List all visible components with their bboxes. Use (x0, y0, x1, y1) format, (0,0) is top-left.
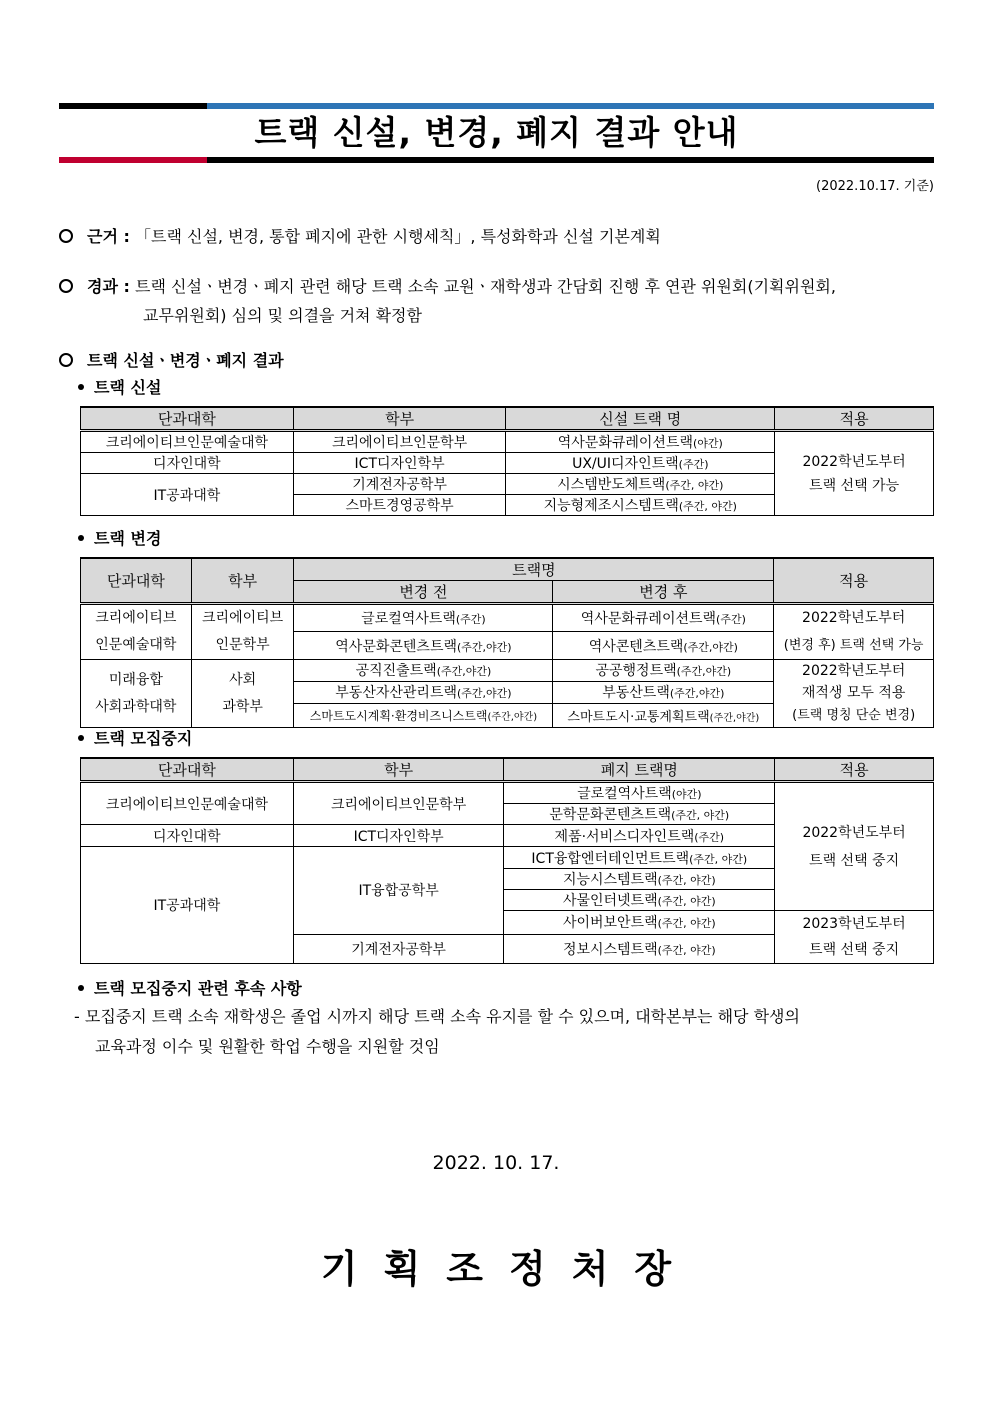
signer: 기획조정처장 (320, 1247, 698, 1291)
table-cell: 기계전자공학부 (293, 474, 506, 495)
dot-bullet-icon (78, 535, 84, 541)
title-bar-top-black (59, 103, 207, 109)
table-cell: 사이버보안트랙(주간, 야간) (504, 911, 775, 935)
header-dept: 학부 (191, 558, 294, 604)
header-dept: 학부 (293, 407, 506, 431)
table-cell: 크리에이티브인문예술대학 (81, 431, 294, 453)
table-cell: 사물인터넷트랙(주간, 야간) (504, 890, 775, 911)
table-cell: 기계전자공학부 (293, 934, 504, 963)
table-cell: IT공과대학 (81, 474, 294, 516)
title-bar-bottom-red (59, 157, 207, 163)
table-cell: 크리에이티브인문예술대학 (81, 782, 294, 825)
table-cell: 지능형제조시스템트랙(주간, 야간) (506, 495, 775, 516)
table-cell: 공직진출트랙(주간,야간) (294, 660, 553, 682)
table-cell: 지능시스템트랙(주간, 야간) (504, 869, 775, 890)
basis-item (59, 224, 661, 250)
table-cell: 공공행정트랙(주간,야간) (553, 660, 774, 682)
apply-cell: 2023학년도부터 트랙 선택 중지 (775, 911, 934, 964)
table-cell: 스마트도시계획·환경비즈니스트랙(주간,야간) (294, 703, 553, 727)
closed-tracks-table (80, 757, 934, 964)
header-apply: 적용 (775, 758, 934, 782)
table-cell: 부동산트랙(주간,야간) (553, 681, 774, 703)
process-text-line2: 교무위원회) 심의 및 의결을 거쳐 확정함 (143, 306, 422, 325)
dot-bullet-icon (78, 985, 84, 991)
new-tracks-table (80, 406, 934, 516)
table-cell: 정보시스템트랙(주간, 야간) (504, 934, 775, 963)
process-label: 경과 : (87, 277, 130, 296)
apply-cell: 2022학년도부터 트랙 선택 중지 (775, 782, 934, 911)
table-cell: 디자인대학 (81, 825, 294, 847)
apply-cell: 2022학년도부터 트랙 선택 가능 (775, 431, 934, 516)
table-cell: ICT융합엔터테인먼트트랙(주간, 야간) (504, 847, 775, 869)
header-after: 변경 후 (553, 581, 774, 604)
apply-cell: 2022학년도부터 (변경 후) 트랙 선택 가능 (774, 604, 934, 660)
table-cell: 디자인대학 (81, 453, 294, 474)
result-item (59, 348, 284, 374)
followup-heading: 트랙 모집중지 관련 후속 사항 (78, 976, 302, 999)
table-cell: 글로컬역사트랙(주간) (294, 604, 553, 632)
table-cell: 역사콘텐츠트랙(주간,야간) (553, 632, 774, 660)
apply-cell: 2022학년도부터 재적생 모두 적용 (트랙 명칭 단순 변경) (774, 660, 934, 728)
table-cell: 역사문화콘텐츠트랙(주간,야간) (294, 632, 553, 660)
circle-bullet-icon (59, 229, 73, 243)
header-closed-track: 폐지 트랙명 (504, 758, 775, 782)
header-college: 단과대학 (81, 758, 294, 782)
table-cell: 스마트경영공학부 (293, 495, 506, 516)
header-track: 신설 트랙 명 (506, 407, 775, 431)
table-cell: 시스템반도체트랙(주간, 야간) (506, 474, 775, 495)
table-cell: 크리에이티브인문학부 (293, 782, 504, 825)
table-cell: ICT디자인학부 (293, 453, 506, 474)
table-cell: 사회 과학부 (191, 660, 294, 728)
table-cell: 제품·서비스디자인트랙(주간) (504, 825, 775, 847)
header-college: 단과대학 (81, 558, 192, 604)
table-cell: 역사문화큐레이션트랙(야간) (506, 431, 775, 453)
table-cell: 문학문화콘텐츠트랙(주간, 야간) (504, 804, 775, 825)
table-cell: UX/UI디자인트랙(주간) (506, 453, 775, 474)
page-title: 트랙 신설, 변경, 폐지 결과 안내 (254, 113, 739, 152)
result-label: 트랙 신설ㆍ변경ㆍ폐지 결과 (87, 351, 284, 370)
header-before: 변경 전 (294, 581, 553, 604)
basis-text: 「트랙 신설, 변경, 통합 폐지에 관한 시행세칙」, 특성화학과 신설 기본계획 (134, 227, 661, 246)
table-cell: 크리에이티브 인문예술대학 (81, 604, 192, 660)
circle-bullet-icon (59, 353, 73, 367)
header-apply: 적용 (775, 407, 934, 431)
header-trackname: 트랙명 (294, 558, 774, 581)
header-apply: 적용 (774, 558, 934, 604)
header-college: 단과대학 (81, 407, 294, 431)
changed-tracks-heading: 트랙 변경 (78, 526, 161, 549)
table-cell: 미래융합 사회과학대학 (81, 660, 192, 728)
closed-tracks-heading: 트랙 모집중지 (78, 726, 192, 749)
table-cell: IT융합공학부 (293, 847, 504, 935)
table-cell: IT공과대학 (81, 847, 294, 964)
sign-date: 2022. 10. 17. (432, 1152, 560, 1174)
table-cell: 부동산자산관리트랙(주간,야간) (294, 681, 553, 703)
header-dept: 학부 (293, 758, 504, 782)
table-cell: 크리에이티브 인문학부 (191, 604, 294, 660)
dot-bullet-icon (78, 384, 84, 390)
table-cell: 크리에이티브인문학부 (293, 431, 506, 453)
followup-line2: 교육과정 이수 및 원활한 학업 수행을 지원할 것임 (95, 1037, 440, 1056)
dot-bullet-icon (78, 735, 84, 741)
basis-date: (2022.10.17. 기준) (816, 179, 934, 194)
table-cell: ICT디자인학부 (293, 825, 504, 847)
process-item (59, 274, 836, 300)
followup-line1: - 모집중지 트랙 소속 재학생은 졸업 시까지 해당 트랙 소속 유지를 할 수 있으며, 대학본부는 해당 학생의 (74, 1007, 800, 1026)
title-bar-bottom-black (207, 157, 934, 163)
title-bar-top-blue (207, 103, 934, 109)
process-text-line1: 트랙 신설ㆍ변경ㆍ폐지 관련 해당 트랙 소속 교원ㆍ재학생과 간담회 진행 후 연관 위원회(기획위원회, (134, 277, 836, 296)
basis-label: 근거 : (87, 227, 130, 246)
table-cell: 역사문화큐레이션트랙(주간) (553, 604, 774, 632)
new-tracks-heading: 트랙 신설 (78, 375, 161, 398)
changed-tracks-table (80, 557, 934, 728)
circle-bullet-icon (59, 279, 73, 293)
table-cell: 글로컬역사트랙(야간) (504, 782, 775, 804)
table-cell: 스마트도시·교통계획트랙(주간,야간) (553, 703, 774, 727)
